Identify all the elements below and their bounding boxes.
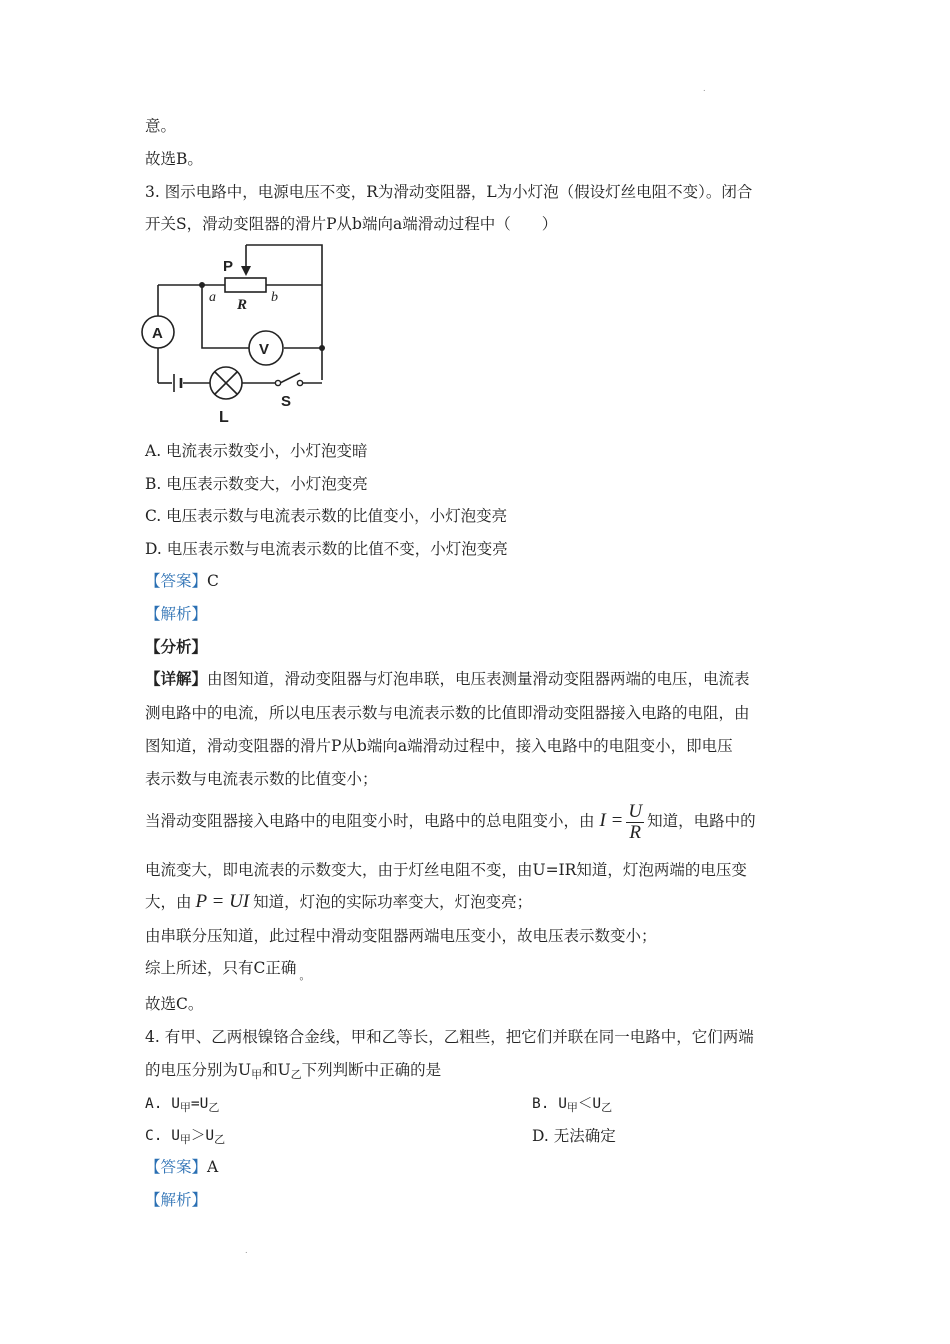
switch-blade [280,373,300,383]
rheostat-body [225,278,266,292]
q3-detail-line3: 图知道，滑动变阻器的滑片P从b端向a端滑动过程中，接入电路中的电阻变小，即电压 [145,737,733,755]
label-V: V [259,341,270,358]
q3-detail-line1 [145,669,750,689]
wire-slider-return [246,245,322,380]
q3-conclusion: 故选C。 [145,995,204,1013]
label-a: a [209,290,216,305]
q3-stem-line1: 3. 图示电路中，电源电压不变，R为滑动变阻器，L为小灯泡（假设灯丝电阻不变）。闭合 [145,183,753,201]
q4-answer-tag: 【答案】 [145,1158,208,1176]
q2-conclusion: 故选B。 [145,150,203,168]
label-P: P [223,258,234,275]
q3-answer [145,571,219,591]
q3-option-a: A. 电流表示数变小，小灯泡变暗 [145,442,368,460]
q3-body-line4 [145,958,310,986]
label-L: L [219,409,229,426]
page-mark-dot: . [703,84,706,93]
q3-stem-line2: 开关S，滑动变阻器的滑片P从b端向a端滑动过程中（ ） [145,215,558,233]
formula-numerator: U [628,800,643,822]
q4-stem-b: 和U [262,1061,291,1079]
label-R: R [237,297,248,313]
q3-body-line1: 电流变大，即电流表的示数变大，由于灯丝电阻不变，由U=IR知道，灯泡两端的电压变 [145,861,747,879]
body-line2-pre: 大，由 [145,893,192,911]
detail-tag: 【详解】 [145,669,208,688]
formula-post: 知道，电路中的 [647,812,756,830]
label-S: S [281,393,292,410]
q3-detail-line4: 表示数与电流表示数的比值变小； [145,770,378,788]
body-line2-post: 知道，灯泡的实际功率变大，灯泡变亮； [253,893,533,911]
q3-option-c: C. 电压表示数与电流表示数的比值变小，小灯泡变亮 [145,507,508,525]
formula-P: P = UI [195,891,250,912]
q3-body-line3: 由串联分压知道，此过程中滑动变阻器两端电压变小，故电压表示数变小； [145,927,657,945]
body-line4-end: 。 [299,969,311,982]
q3-body-line2 [145,892,532,912]
page-mark-dot-bottom: . [245,1246,248,1255]
q4-option-a: A. $U_甲=U_乙$ [145,1096,220,1114]
q4-stem-line1: 4. 有甲、乙两根镍铬合金线，甲和乙等长，乙粗些，把它们并联在同一电路中，它们两端 [145,1028,754,1046]
q4-sub-jia: 甲 [251,1068,263,1081]
q4-option-c: C. $U_甲>U_乙$ [145,1128,226,1146]
q3-detail-line2: 测电路中的电流，所以电压表示数与电流表示数的比值即滑动变阻器接入电路的电阻，由 [145,704,750,722]
q3-formula-line [145,800,756,843]
label-b: b [271,290,278,305]
detail-text: 由图知道，滑动变阻器与灯泡串联，电压表测量滑动变阻器两端的电压，电流表 [207,670,750,688]
q3-option-b: B. 电压表示数变大，小灯泡变亮 [145,475,368,493]
q3-option-d: D. 电压表示数与电流表示数的比值不变，小灯泡变亮 [145,540,508,558]
q4-stem-a: 的电压分别为U [145,1061,252,1079]
formula-fraction [626,802,644,843]
q4-analysis-tag: 【解析】 [145,1191,208,1209]
circuit-diagram [140,243,350,428]
top-fragment: 意。 [145,117,177,135]
answer-value: C [207,572,219,590]
q4-answer-value: A [207,1158,219,1176]
q4-option-d: D. 无法确定 [532,1127,616,1145]
slider-arrow [241,266,251,276]
answer-tag: 【答案】 [145,572,208,590]
label-A: A [152,325,163,342]
formula-pre: 当滑动变阻器接入电路中的电阻变小时，电路中的总电阻变小，由 [145,812,595,830]
q4-stem-line2 [145,1060,441,1085]
q4-stem-c: 下列判断中正确的是 [301,1061,442,1079]
formula-denominator: R [629,821,642,843]
formula-I: I = [599,810,624,831]
q4-answer [145,1157,218,1177]
body-line4-text: 综上所述，只有C正确 [145,959,297,977]
q3-analysis-tag: 【解析】 [145,605,208,623]
q4-sub-yi: 乙 [290,1068,302,1081]
q4-option-b: B. $U_甲<U_乙$ [532,1096,613,1114]
q3-fenxi-tag: 【分析】 [145,637,208,656]
